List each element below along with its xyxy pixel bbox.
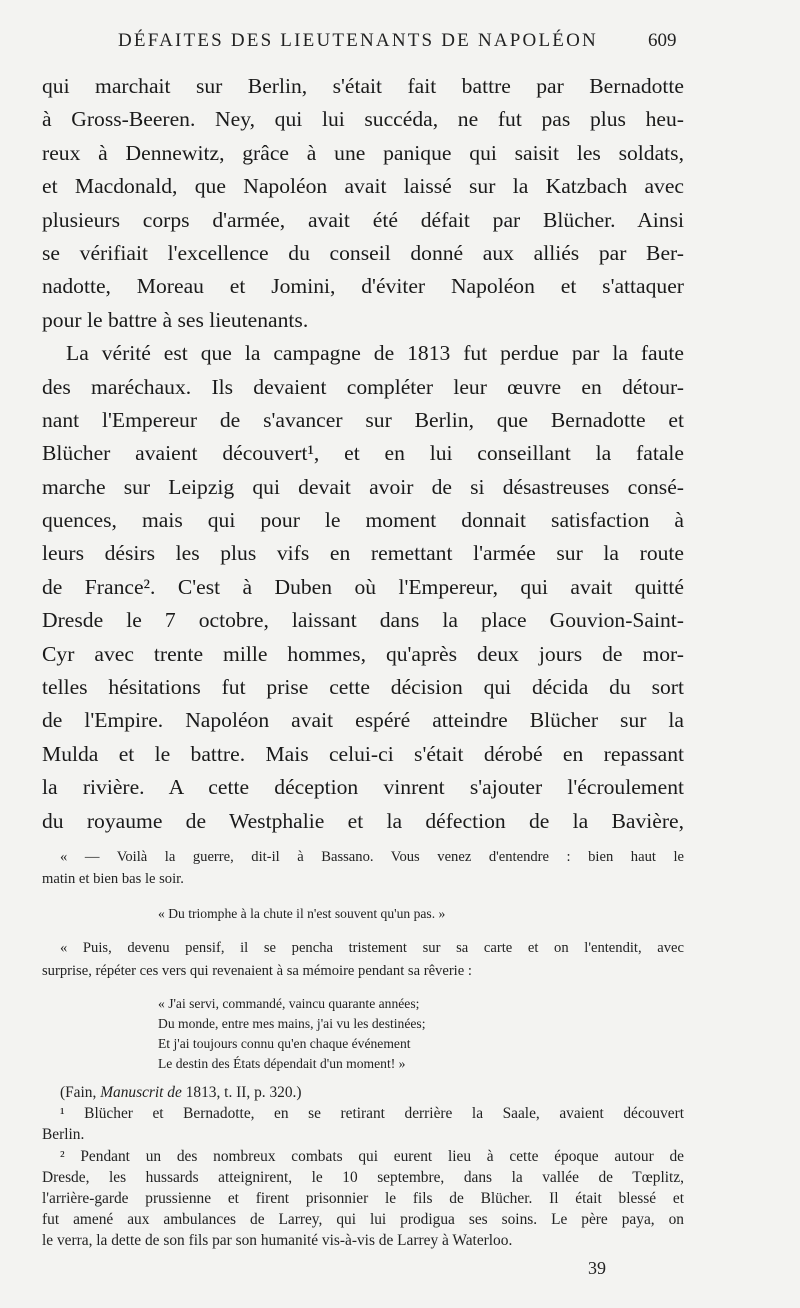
quote-line: matin et bien bas le soir. [42,871,184,888]
text-line: nadotte, Moreau et Jomini, d'éviter Napoléon et s'attaquer [42,274,684,299]
text-line: telles hésitations fut prise cette décision qui décida du sort [42,675,684,700]
text-line: pour le battre à ses lieutenants. [42,307,309,332]
footnote-line: Berlin. [42,1126,85,1144]
signature-mark: 39 [588,1258,606,1278]
quote-block [42,846,684,1074]
verse-line: Du monde, entre mes mains, j'ai vu les destinées; [158,1015,426,1031]
verse-line: Et j'ai toujours connu qu'en chaque événement [158,1035,411,1051]
text-line: des maréchaux. Ils devaient compléter leur œuvre en détour- [42,374,684,399]
text-line: de France². C'est à Duben où l'Empereur, qui avait quitté [42,574,684,599]
text-line: la rivière. A cette déception vinrent s'ajouter l'écroulement [42,775,684,800]
text-line: Mulda et le battre. Mais celui-ci s'était dérobé en repassant [42,741,684,766]
main-text [42,70,684,838]
spacer [42,982,684,994]
spacer [42,891,684,903]
text-line: se vérifiait l'excellence du conseil donné aux alliés par Ber- [42,240,684,265]
text-line: nant l'Empereur de s'avancer sur Berlin, que Bernadotte et [42,407,684,432]
text-line: La vérité est que la campagne de 1813 fut perdue par la faute [66,341,684,366]
citation-title: Manuscrit de [100,1084,182,1101]
quote-line: « — Voilà la guerre, dit-il à Bassano. Vous venez d'entendre : bien haut le [60,849,684,865]
citation-suffix: 1813, t. II, p. 320.) [181,1084,302,1101]
footnote-line: le verra, la dette de son fils par son humanité vis-à-vis de Larrey à Waterloo. [42,1232,513,1250]
text-line: de l'Empire. Napoléon avait espéré atteindre Blücher sur la [42,708,684,733]
running-title: DÉFAITES DES LIEUTENANTS DE NAPOLÉON [118,30,598,51]
text-line: Dresde le 7 octobre, laissant dans la place Gouvion-Saint- [42,608,684,633]
text-line: du royaume de Westphalie et la défection de la Bavière, [42,808,684,833]
text-line: et Macdonald, que Napoléon avait laissé sur la Katzbach avec [42,174,684,199]
footnote-line: ² Pendant un des nombreux combats qui eurent lieu à cette époque autour de [60,1147,684,1165]
verse-line: « Du triomphe à la chute il n'est souvent qu'un pas. » [158,905,446,921]
text-line: à Gross-Beeren. Ney, qui lui succéda, ne fut pas plus heu- [42,107,684,132]
quote-line: « Puis, devenu pensif, il se pencha tristement sur sa carte et on l'entendit, avec [60,940,684,957]
footnotes [42,1082,684,1252]
citation-prefix: (Fain, [60,1084,101,1101]
footnote-line: l'arrière-garde prussienne et firent prisonnier le fils de Blücher. Il était blessé et [42,1189,684,1207]
footnote-line: ¹ Blücher et Bernadotte, en se retirant derrière la Saale, avaient découvert [60,1105,684,1123]
verse-line: « J'ai servi, commandé, vaincu quarante années; [158,995,420,1011]
text-line: Blücher avaient découvert¹, et en lui conseillant la fatale [42,441,684,466]
text-line: qui marchait sur Berlin, s'était fait battre par Bernadotte [42,74,684,98]
text-line: reux à Dennewitz, grâce à une panique qui saisit les soldats, [42,140,684,165]
verse-line: Le destin des États dépendait d'un moment! » [158,1055,406,1071]
text-line: quences, mais qui pour le moment donnait satisfaction à [42,508,684,533]
running-head [0,30,800,60]
footnote-line: Dresde, les hussards atteignirent, le 10 septembre, dans la vallée de Tœplitz, [42,1168,684,1186]
quote-line: surprise, répéter ces vers qui revenaient à sa mémoire pendant sa rêverie : [42,962,472,979]
source-citation [42,1082,684,1103]
text-line: plusieurs corps d'armée, avait été défait par Blücher. Ainsi [42,207,684,232]
page-number: 609 [648,30,677,51]
footnote-line: fut amené aux ambulances de Larrey, qui lui prodigua ses soins. Le père paya, on [42,1211,684,1229]
spacer [42,925,684,937]
text-line: marche sur Leipzig qui devait avoir de si désastreuses consé- [42,474,684,499]
text-line: leurs désirs les plus vifs en remettant l'armée sur la route [42,541,684,566]
text-line: Cyr avec trente mille hommes, qu'après deux jours de mor- [42,641,684,666]
